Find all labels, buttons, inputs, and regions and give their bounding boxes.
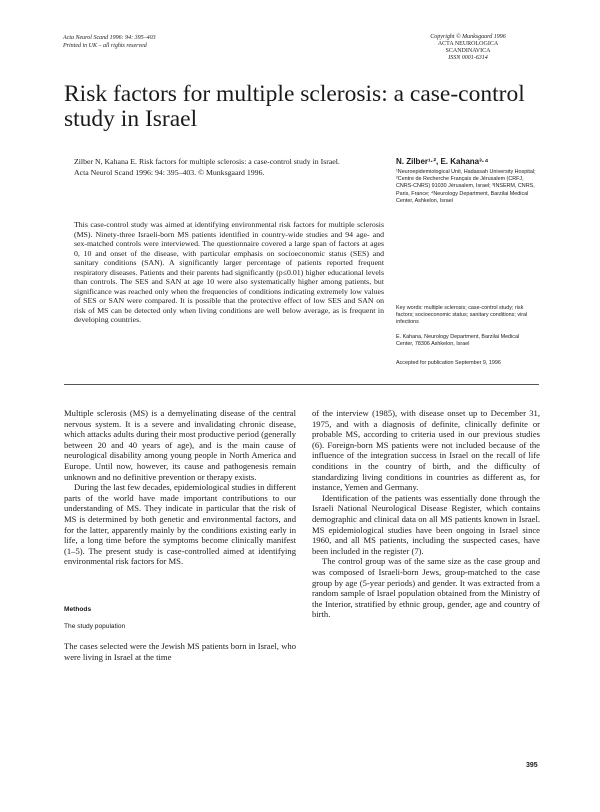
journal-name-line2: SCANDINAVICA <box>445 48 491 54</box>
issn-line: ISSN 0001-6314 <box>448 55 488 61</box>
article-title: Risk factors for multiple sclerosis: a case-control study in Israel <box>64 81 525 132</box>
journal-citation-line: Acta Neurol Scand 1996: 94: 395–403 <box>63 35 156 41</box>
accepted-date: Accepted for publication September 9, 1996 <box>396 360 501 366</box>
citation-block <box>74 157 384 177</box>
author-block <box>396 157 536 205</box>
print-notice: Printed in UK – all rights reserved <box>63 43 147 49</box>
body-paragraph: of the interview (1985), with disease onset up to December 31, 1975, and with a diagnosis of definite, clinically definite or probable MS, according to criteria used in our previous studies (6). Foreign-born MS patients were not included because of the influence of the integration success in Israel on the recall of life conditions in the country of birth, and the difficulty of standardizing living conditions in countries as different as, for instance, Yemen and Germany. <box>312 408 540 493</box>
copyright-line: Copyright © Munksgaard 1996 <box>430 34 506 40</box>
body-paragraph: Multiple sclerosis (MS) is a demyelinating disease of the central nervous system. It is a severe and invalidating chronic disease, which attacks adults during their most productive period (generally between 20 and 40 years of age), and is the main cause of neurological disability among young people in North America and Europe. Until now, however, its cause and pathogenesis remain unknown and no definitive prevention or therapy exists. <box>64 408 296 482</box>
abstract: This case-control study was aimed at identifying environmental risk factors for multiple sclerosis (MS). Ninety-three Israeli-born MS patients identified in country-wide studies and 94 age- and sex-matched controls were interviewed. The questionnaire covered a large span of factors at ages 0, 10 and onset of the disease, with particular emphasis on socioeconomic status (SES) and sanitary conditions (SAN). A significantly larger percentage of patients reported frequent respiratory diseases. Patients and their parents had significantly (p≤0.01) higher educational levels than controls. The SES and SAN at age 10 were also systematically higher among patients, but significance was reached only when the frequencies of conditions indicating extremely low values of SES or SAN were compared. It is possible that the protective effect of low SES and SAN on risk of MS can be detected only when living conditions are well below average, as is frequent in developing countries. <box>74 220 384 325</box>
page-number: 395 <box>526 762 538 769</box>
journal-name-line1: ACTA NEUROLOGICA <box>437 41 499 47</box>
keywords: Key words: multiple sclerosis; case-control study; risk factors; socioeconomic status; sanitary conditions; viral infections <box>396 305 528 326</box>
journal-masthead <box>418 34 518 62</box>
body-paragraph: During the last few decades, epidemiological studies in different parts of the world have made important contributions to our understanding of MS. They indicate in particular that the risk of MS is determined by both genetic and environmental factors, and for the latter, apparently mainly by the conditions existing early in life, a long time before the symptoms become clinically manifest (1–5). The present study is case-controlled aimed at identifying environmental risk factors for MS. <box>64 482 296 567</box>
citation-line: Zilber N, Kahana E. Risk factors for multiple sclerosis: a case-control study in Israel. <box>74 157 340 166</box>
body-column-left <box>64 408 296 567</box>
correspondence: E. Kahana, Neurology Department, Barzilai Medical Center, 78306 Ashkelon, Israel <box>396 334 520 348</box>
study-population-heading: The study population <box>64 623 126 630</box>
body-column-right <box>312 408 540 620</box>
journal-info <box>63 34 156 50</box>
body-paragraph: Identification of the patients was essentially done through the Israeli National Neurological Disease Register, which contains demographic and clinical data on all MS patients known in Israel. MS epidemiological studies have been ongoing in Israel since 1960, and all MS patients, including the suspected cases, have been included in the register (7). <box>312 492 540 556</box>
citation-source: Acta Neurol Scand 1996: 94: 395–403. © Munksgaard 1996. <box>74 167 265 177</box>
methods-paragraph: The cases selected were the Jewish MS patients born in Israel, who were living in Israel at the time <box>64 641 296 662</box>
methods-heading: Methods <box>64 606 92 613</box>
authors: N. Zilber¹·², E. Kahana³·⁴ <box>396 157 489 166</box>
body-paragraph: The control group was of the same size as the case group and was composed of Israeli-born Jews, group-matched to the case group by age (5-year periods) and gender. It was extracted from a random sample of Israel population obtained from the Ministry of the Interior, stratified by ethnic group, gender, age and country of birth. <box>312 556 540 620</box>
affiliations: ¹Neuroepidemiological Unit, Hadassah University Hospital; ²Centre de Recherche Français de Jérusalem (CRFJ, CNRS-CNRS) 91030 Jérusalem, Israel; ³INSERM, CNRS, Paris, France; ⁴Neurology Department, Barzilai Medical Center, Ashkelon, Israel <box>396 169 536 204</box>
section-divider <box>64 384 539 385</box>
